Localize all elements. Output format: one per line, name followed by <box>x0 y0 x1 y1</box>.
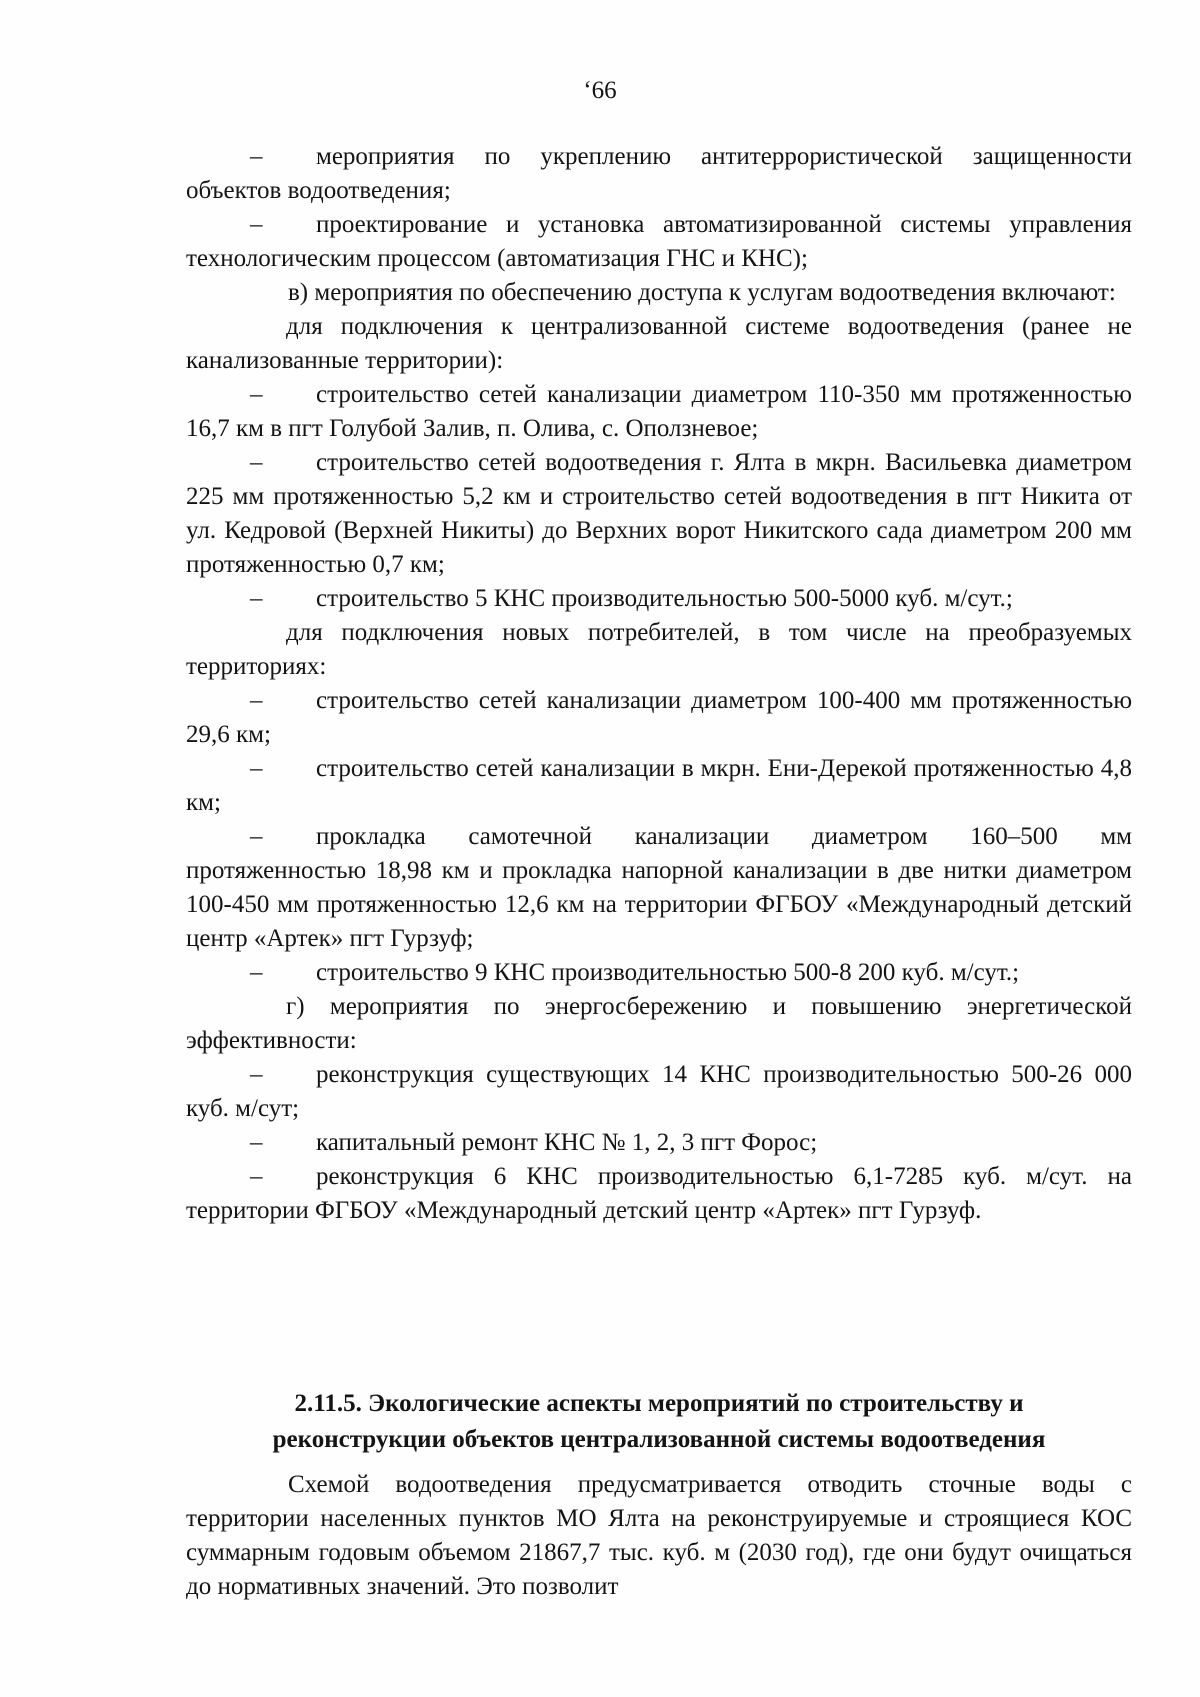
list-item <box>186 446 1132 582</box>
dash-marker: – <box>250 1129 263 1156</box>
list-item-text: строительство сетей канализации диаметром 100-400 мм протяженностью 29,6 км; <box>186 687 1132 748</box>
dash-marker: – <box>250 381 263 408</box>
list-item <box>186 378 1132 446</box>
dash-marker: – <box>250 755 263 782</box>
paragraph: г) мероприятия по энергосбережению и повышению энергетической эффективности: <box>186 993 1132 1054</box>
list-item-text: строительство сетей канализации диаметром 110-350 мм протяженностью 16,7 км в пгт Голубой Залив, п. Олива, с. Оползневое; <box>186 381 1132 442</box>
dash-marker: – <box>250 585 263 612</box>
list-item-text: строительство сетей канализации в мкрн. Ени-Дерекой протяженностью 4,8 км; <box>186 755 1132 816</box>
list-item-text: строительство 5 КНС производительностью 500-5000 куб. м/сут.; <box>316 585 1013 612</box>
list-item <box>186 1160 1132 1228</box>
list-item-text: реконструкция 6 КНС производительностью 6,1-7285 куб. м/сут. на территории ФГБОУ «Международный детский центр «Артек» пгт Гурзуф. <box>186 1163 1132 1224</box>
list-item <box>186 1126 1132 1160</box>
page-number: ‘66 <box>583 77 617 104</box>
list-item-text: строительство 9 КНС производительностью 500-8 200 куб. м/сут.; <box>316 959 1020 986</box>
list-item-text: проектирование и установка автоматизированной системы управления технологическим процессом (автоматизация ГНС и КНС); <box>186 211 1132 272</box>
dash-marker: – <box>250 959 263 986</box>
paragraph: для подключения новых потребителей, в том числе на преобразуемых территориях: <box>186 619 1132 680</box>
paragraph: для подключения к централизованной системе водоотведения (ранее не канализованные территории): <box>186 313 1132 374</box>
list-item-text: прокладка самотечной канализации диаметром 160–500 мм протяженностью 18,98 км и прокладка напорной канализации в две нитки диаметром 100-450 мм протяженностью 12,6 км на территории ФГБОУ «Международный детский центр «Артек» пгт Гурзуф; <box>186 823 1132 952</box>
dash-marker: – <box>250 1163 263 1190</box>
paragraph: в) мероприятия по обеспечению доступа к услугам водоотведения включают: <box>288 279 1116 306</box>
list-item-text: реконструкция существующих 14 КНС производительностью 500-26 000 куб. м/сут; <box>186 1061 1132 1122</box>
dash-marker: – <box>250 687 263 714</box>
list-item <box>186 582 1132 616</box>
list-item <box>186 752 1132 820</box>
section-body <box>186 1468 1132 1604</box>
dash-marker: – <box>250 143 263 170</box>
list-item <box>186 820 1132 956</box>
dash-marker: – <box>250 211 263 238</box>
list-item <box>186 956 1132 990</box>
paragraph: Схемой водоотведения предусматривается отводить сточные воды с территории населенных пунктов МО Ялта на реконструируемые и строящиеся КОС суммарным годовым объемом 21867,7 тыс. куб. м (2030 год), где они будут очищаться до нормативных значений. Это позволит <box>186 1471 1132 1600</box>
document-body <box>186 140 1132 1228</box>
section-heading <box>186 1386 1132 1458</box>
list-item <box>186 1058 1132 1126</box>
list-item <box>186 208 1132 276</box>
dash-marker: – <box>250 1061 263 1088</box>
list-item <box>186 684 1132 752</box>
dash-marker: – <box>250 823 263 850</box>
list-item <box>186 140 1132 208</box>
list-item-text: капитальный ремонт КНС № 1, 2, 3 пгт Форос; <box>316 1129 818 1156</box>
list-item-text: мероприятия по укреплению антитеррористической защищенности объектов водоотведения; <box>186 143 1132 204</box>
list-item-text: строительство сетей водоотведения г. Ялта в мкрн. Васильевка диаметром 225 мм протяженностью 5,2 км и строительство сетей водоотведения в пгт Никита от ул. Кедровой (Верхней Никиты) до Верхних ворот Никитского сада диаметром 200 мм протяженностью 0,7 км; <box>186 449 1132 578</box>
section-heading-line: 2.11.5. Экологические аспекты мероприятий по строительству и <box>294 1390 1024 1417</box>
dash-marker: – <box>250 449 263 476</box>
section-heading-line: реконструкции объектов централизованной системы водоотведения <box>272 1426 1046 1453</box>
